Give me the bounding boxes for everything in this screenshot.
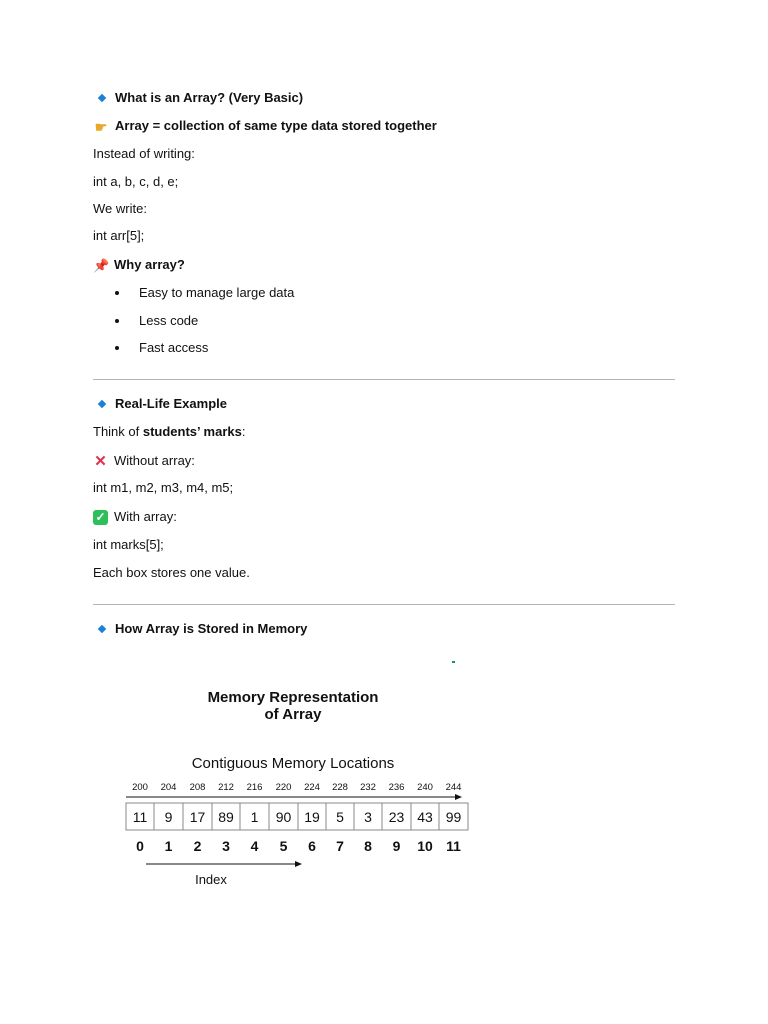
cell-value: 5 <box>336 809 344 825</box>
address-label: 204 <box>160 782 177 793</box>
cell-value: 19 <box>304 809 320 825</box>
index-number: 0 <box>136 838 144 854</box>
we-write-text: We write: <box>93 201 147 216</box>
index-number: 1 <box>164 838 173 854</box>
why-array-heading: 📌 Why array? <box>93 257 185 273</box>
without-array-label: ✕ Without array: <box>94 452 195 470</box>
address-labels <box>132 782 461 793</box>
index-labels <box>136 838 461 854</box>
address-label: 200 <box>132 782 148 793</box>
diagram-title-line1: Memory Representation <box>207 689 379 706</box>
blue-diamond-icon <box>98 624 106 632</box>
index-number: 4 <box>250 838 259 854</box>
cross-mark-icon: ✕ <box>94 452 107 470</box>
address-label: 220 <box>275 782 292 793</box>
list-item: Fast access <box>115 340 208 356</box>
check-mark-icon: ✓ <box>93 510 108 525</box>
address-label: 216 <box>246 782 263 793</box>
think-of-text: Think of students’ marks: <box>93 424 246 439</box>
cell-value: 43 <box>417 809 433 825</box>
index-number: 11 <box>446 838 461 854</box>
pointing-hand-icon: ☛ <box>94 118 108 135</box>
cell-value: 17 <box>189 809 206 825</box>
section-heading-what-is-array: What is an Array? (Very Basic) <box>93 90 303 106</box>
section-divider <box>93 379 675 380</box>
list-item: Easy to manage large data <box>115 285 294 301</box>
index-number: 9 <box>392 838 401 854</box>
each-box-text: Each box stores one value. <box>93 565 250 580</box>
address-arrow-head <box>455 794 462 800</box>
address-label: 228 <box>332 782 348 793</box>
address-label: 212 <box>218 782 234 793</box>
code-line-with-array: int marks[5]; <box>93 537 164 552</box>
address-label: 208 <box>189 782 206 793</box>
cell-value: 9 <box>164 809 173 825</box>
diagram-subtitle: Contiguous Memory Locations <box>191 755 395 772</box>
cell-value: 1 <box>250 809 259 825</box>
cell-value: 99 <box>445 809 462 825</box>
instead-of-writing-text: Instead of writing: <box>93 146 195 161</box>
address-label: 240 <box>417 782 433 793</box>
cell-value: 3 <box>364 809 372 825</box>
cell-value: 89 <box>218 809 234 825</box>
address-label: 244 <box>445 782 462 793</box>
address-label: 236 <box>388 782 405 793</box>
index-number: 6 <box>308 838 316 854</box>
address-label: 232 <box>360 782 376 793</box>
index-number: 5 <box>279 838 288 854</box>
list-item: Less code <box>115 313 198 329</box>
blue-diamond-icon <box>98 93 106 101</box>
array-cells <box>126 803 468 830</box>
cell-value: 90 <box>275 809 292 825</box>
bullet-dot <box>115 319 119 323</box>
address-label: 224 <box>304 782 320 793</box>
section-heading-real-life-example: Real-Life Example <box>93 396 227 412</box>
bullet-dot <box>115 291 119 295</box>
with-array-label: ✓ With array: <box>93 509 177 525</box>
pushpin-icon: 📌 <box>93 257 110 273</box>
index-label: Index <box>195 872 227 887</box>
index-number: 3 <box>222 838 230 854</box>
index-arrow-head <box>295 861 302 867</box>
cell-value: 11 <box>132 809 148 825</box>
memory-representation-diagram <box>118 655 478 895</box>
section-heading-memory: How Array is Stored in Memory <box>93 621 307 637</box>
index-number: 10 <box>417 838 433 854</box>
cell-value: 23 <box>388 809 405 825</box>
diagram-title-line2: of Array <box>264 706 322 723</box>
bullet-dot <box>115 346 119 350</box>
code-line-without-array: int m1, m2, m3, m4, m5; <box>93 480 234 495</box>
blue-diamond-icon <box>98 399 106 407</box>
index-number: 8 <box>364 838 372 854</box>
index-number: 7 <box>336 838 344 854</box>
index-number: 2 <box>193 838 202 854</box>
code-line-array: int arr[5]; <box>93 228 145 243</box>
section-divider <box>93 604 675 605</box>
code-line-variables: int a, b, c, d, e; <box>93 174 179 189</box>
array-definition: ☛ Array = collection of same type data stored together <box>94 118 437 135</box>
